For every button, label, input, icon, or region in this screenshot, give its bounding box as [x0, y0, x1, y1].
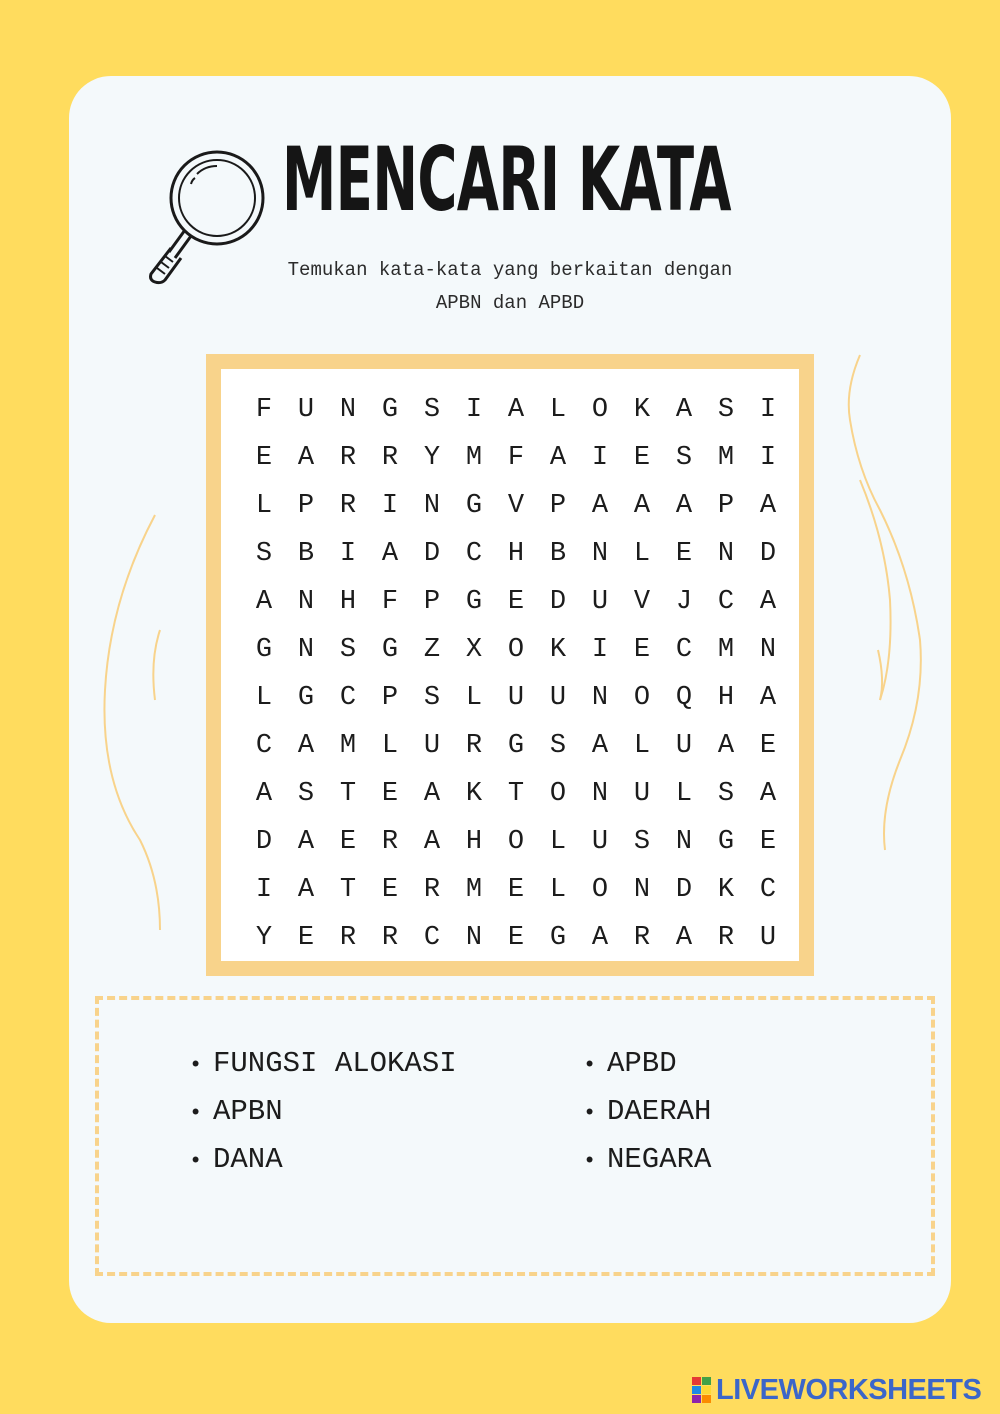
grid-cell[interactable]: R — [381, 827, 399, 857]
grid-cell[interactable]: Q — [675, 683, 693, 713]
grid-cell[interactable]: Y — [423, 443, 441, 473]
grid-cell[interactable]: G — [465, 587, 483, 617]
grid-cell[interactable]: E — [381, 779, 399, 809]
word-list — [189, 1040, 829, 1184]
grid-cell[interactable]: E — [339, 827, 357, 857]
grid-cell[interactable]: N — [423, 491, 441, 521]
word-list-item — [189, 1088, 583, 1136]
grid-cell[interactable]: G — [549, 923, 567, 953]
grid-cell[interactable]: A — [591, 491, 609, 521]
grid-cell[interactable]: C — [759, 875, 777, 905]
grid-cell[interactable]: C — [255, 731, 273, 761]
brand-name: LIVEWORKSHEETS — [716, 1373, 982, 1406]
grid-cell[interactable]: K — [717, 875, 735, 905]
grid-cell[interactable]: L — [675, 779, 693, 809]
grid-cell[interactable]: L — [255, 491, 273, 521]
grid-cell[interactable]: E — [633, 635, 651, 665]
word-list-box — [95, 996, 935, 1276]
grid-cell[interactable]: A — [297, 443, 315, 473]
grid-cell[interactable]: A — [255, 779, 273, 809]
word-search-grid — [243, 386, 789, 962]
grid-cell[interactable]: H — [507, 539, 525, 569]
grid-cell[interactable]: O — [507, 635, 525, 665]
grid-cell[interactable]: G — [717, 827, 735, 857]
grid-cell[interactable]: L — [255, 683, 273, 713]
grid-cell[interactable]: A — [759, 683, 777, 713]
grid-cell[interactable]: T — [339, 875, 357, 905]
grid-cell[interactable]: R — [423, 875, 441, 905]
bullet-icon: • — [189, 1101, 203, 1126]
grid-cell[interactable]: E — [381, 875, 399, 905]
brand-footer — [692, 1370, 981, 1410]
grid-cell[interactable]: R — [381, 443, 399, 473]
grid-cell[interactable]: D — [759, 539, 777, 569]
word-label: APBD — [607, 1047, 677, 1080]
grid-cell[interactable]: R — [465, 731, 483, 761]
bullet-icon: • — [189, 1149, 203, 1174]
grid-cell[interactable]: N — [465, 923, 483, 953]
word-label: DAERAH — [607, 1095, 712, 1128]
grid-cell[interactable]: A — [759, 587, 777, 617]
grid-cell[interactable]: C — [339, 683, 357, 713]
grid-cell[interactable]: E — [759, 827, 777, 857]
grid-cell[interactable]: E — [675, 539, 693, 569]
grid-cell[interactable]: L — [465, 683, 483, 713]
grid-cell[interactable]: A — [591, 923, 609, 953]
bullet-icon: • — [583, 1053, 597, 1078]
grid-cell[interactable]: N — [591, 779, 609, 809]
word-list-item — [583, 1040, 833, 1088]
grid-cell[interactable]: U — [507, 683, 525, 713]
grid-cell[interactable]: G — [465, 491, 483, 521]
grid-cell[interactable]: S — [423, 395, 441, 425]
grid-cell[interactable]: A — [717, 731, 735, 761]
grid-cell[interactable]: U — [297, 395, 315, 425]
grid-cell[interactable]: S — [549, 731, 567, 761]
grid-cell[interactable]: C — [675, 635, 693, 665]
grid-cell[interactable]: N — [591, 683, 609, 713]
grid-cell[interactable]: G — [381, 395, 399, 425]
grid-cell[interactable]: T — [339, 779, 357, 809]
grid-cell[interactable]: U — [675, 731, 693, 761]
grid-cell[interactable]: I — [759, 443, 777, 473]
word-list-item — [583, 1136, 833, 1184]
grid-cell[interactable]: E — [297, 923, 315, 953]
grid-cell[interactable]: A — [297, 731, 315, 761]
grid-cell[interactable]: U — [591, 827, 609, 857]
grid-cell[interactable]: K — [633, 395, 651, 425]
grid-cell[interactable]: N — [759, 635, 777, 665]
instructions — [210, 254, 810, 320]
grid-cell[interactable]: S — [633, 827, 651, 857]
grid-cell[interactable]: E — [507, 587, 525, 617]
word-list-item — [189, 1136, 583, 1184]
grid-cell[interactable]: I — [339, 539, 357, 569]
bullet-icon: • — [583, 1101, 597, 1126]
grid-cell[interactable]: H — [465, 827, 483, 857]
word-label: APBN — [213, 1095, 283, 1128]
grid-cell[interactable]: E — [507, 923, 525, 953]
word-label: FUNGSI ALOKASI — [213, 1047, 457, 1080]
instructions-line-2: APBN dan APBD — [435, 292, 585, 314]
grid-cell[interactable]: L — [549, 827, 567, 857]
grid-cell[interactable]: L — [633, 731, 651, 761]
grid-cell[interactable]: X — [465, 635, 483, 665]
grid-cell[interactable]: M — [717, 635, 735, 665]
grid-cell[interactable]: S — [339, 635, 357, 665]
grid-cell[interactable]: H — [717, 683, 735, 713]
grid-cell[interactable]: N — [675, 827, 693, 857]
grid-cell[interactable]: I — [381, 491, 399, 521]
liveworksheets-logo-icon — [692, 1377, 712, 1403]
grid-cell[interactable]: S — [675, 443, 693, 473]
grid-cell[interactable]: A — [423, 827, 441, 857]
grid-cell[interactable]: O — [507, 827, 525, 857]
grid-cell[interactable]: M — [465, 875, 483, 905]
grid-cell[interactable]: A — [507, 395, 525, 425]
word-label: NEGARA — [607, 1143, 712, 1176]
grid-cell[interactable]: M — [717, 443, 735, 473]
grid-cell[interactable]: E — [759, 731, 777, 761]
word-label: DANA — [213, 1143, 283, 1176]
grid-cell[interactable]: I — [465, 395, 483, 425]
grid-cell[interactable]: A — [759, 779, 777, 809]
grid-cell[interactable]: P — [549, 491, 567, 521]
grid-cell[interactable]: O — [549, 779, 567, 809]
grid-cell[interactable]: S — [717, 779, 735, 809]
grid-cell[interactable]: Z — [423, 635, 441, 665]
grid-cell[interactable]: P — [381, 683, 399, 713]
grid-cell[interactable]: B — [297, 539, 315, 569]
grid-cell[interactable]: C — [465, 539, 483, 569]
grid-cell[interactable]: V — [633, 587, 651, 617]
grid-cell[interactable]: G — [297, 683, 315, 713]
grid-cell[interactable]: A — [675, 395, 693, 425]
grid-cell[interactable]: G — [381, 635, 399, 665]
grid-cell[interactable]: P — [423, 587, 441, 617]
bullet-icon: • — [189, 1053, 203, 1078]
grid-cell[interactable]: A — [255, 587, 273, 617]
grid-cell[interactable]: S — [297, 779, 315, 809]
grid-cell[interactable]: B — [549, 539, 567, 569]
grid-cell[interactable]: D — [423, 539, 441, 569]
grid-cell[interactable]: N — [591, 539, 609, 569]
grid-cell[interactable]: S — [423, 683, 441, 713]
grid-cell[interactable]: R — [339, 923, 357, 953]
grid-cell[interactable]: S — [717, 395, 735, 425]
grid-cell[interactable]: A — [423, 779, 441, 809]
grid-cell[interactable]: E — [633, 443, 651, 473]
grid-cell[interactable]: U — [591, 587, 609, 617]
grid-cell[interactable]: D — [549, 587, 567, 617]
grid-cell[interactable]: A — [297, 875, 315, 905]
grid-cell[interactable]: I — [591, 635, 609, 665]
grid-cell[interactable]: A — [381, 539, 399, 569]
grid-cell[interactable]: N — [339, 395, 357, 425]
grid-cell[interactable]: C — [717, 587, 735, 617]
grid-cell[interactable]: N — [717, 539, 735, 569]
page-title: MENCARI KATA — [282, 128, 731, 231]
grid-cell[interactable]: P — [717, 491, 735, 521]
grid-cell[interactable]: Y — [255, 923, 273, 953]
grid-cell[interactable]: T — [507, 779, 525, 809]
bullet-icon: • — [583, 1149, 597, 1174]
grid-cell[interactable]: U — [549, 683, 567, 713]
grid-cell[interactable]: E — [255, 443, 273, 473]
grid-cell[interactable]: O — [633, 683, 651, 713]
grid-cell[interactable]: I — [255, 875, 273, 905]
grid-cell[interactable]: S — [255, 539, 273, 569]
grid-cell[interactable]: O — [591, 395, 609, 425]
grid-cell[interactable]: F — [381, 587, 399, 617]
grid-cell[interactable]: A — [633, 491, 651, 521]
grid-cell[interactable]: R — [633, 923, 651, 953]
grid-cell[interactable]: U — [633, 779, 651, 809]
grid-cell[interactable]: N — [297, 587, 315, 617]
instructions-line-1: Temukan kata-kata yang berkaitan dengan — [287, 259, 733, 281]
grid-cell[interactable]: A — [297, 827, 315, 857]
grid-cell[interactable]: I — [591, 443, 609, 473]
word-search-frame — [206, 354, 814, 976]
grid-cell[interactable]: I — [759, 395, 777, 425]
grid-cell[interactable]: F — [507, 443, 525, 473]
grid-cell[interactable]: V — [507, 491, 525, 521]
grid-cell[interactable]: G — [255, 635, 273, 665]
grid-cell[interactable]: G — [507, 731, 525, 761]
grid-cell[interactable]: R — [381, 923, 399, 953]
grid-cell[interactable]: K — [549, 635, 567, 665]
grid-cell[interactable]: L — [549, 875, 567, 905]
grid-cell[interactable]: D — [675, 875, 693, 905]
grid-cell[interactable]: A — [675, 923, 693, 953]
grid-cell[interactable]: A — [759, 491, 777, 521]
grid-cell[interactable]: P — [297, 491, 315, 521]
grid-cell[interactable]: R — [717, 923, 735, 953]
grid-cell[interactable]: H — [339, 587, 357, 617]
grid-cell[interactable]: L — [549, 395, 567, 425]
grid-cell[interactable]: A — [675, 491, 693, 521]
grid-cell[interactable]: M — [465, 443, 483, 473]
grid-cell[interactable]: R — [339, 491, 357, 521]
grid-cell[interactable]: O — [591, 875, 609, 905]
grid-cell[interactable]: E — [507, 875, 525, 905]
word-list-item — [583, 1088, 833, 1136]
grid-cell[interactable]: N — [633, 875, 651, 905]
grid-cell[interactable]: L — [633, 539, 651, 569]
grid-cell[interactable]: J — [675, 587, 693, 617]
grid-cell[interactable]: A — [591, 731, 609, 761]
grid-cell[interactable]: D — [255, 827, 273, 857]
grid-cell[interactable]: M — [339, 731, 357, 761]
grid-cell[interactable]: L — [381, 731, 399, 761]
grid-cell[interactable]: A — [549, 443, 567, 473]
grid-cell[interactable]: U — [423, 731, 441, 761]
word-list-item — [189, 1040, 583, 1088]
grid-cell[interactable]: N — [297, 635, 315, 665]
grid-cell[interactable]: R — [339, 443, 357, 473]
grid-cell[interactable]: K — [465, 779, 483, 809]
grid-cell[interactable]: U — [759, 923, 777, 953]
grid-cell[interactable]: C — [423, 923, 441, 953]
grid-cell[interactable]: F — [255, 395, 273, 425]
